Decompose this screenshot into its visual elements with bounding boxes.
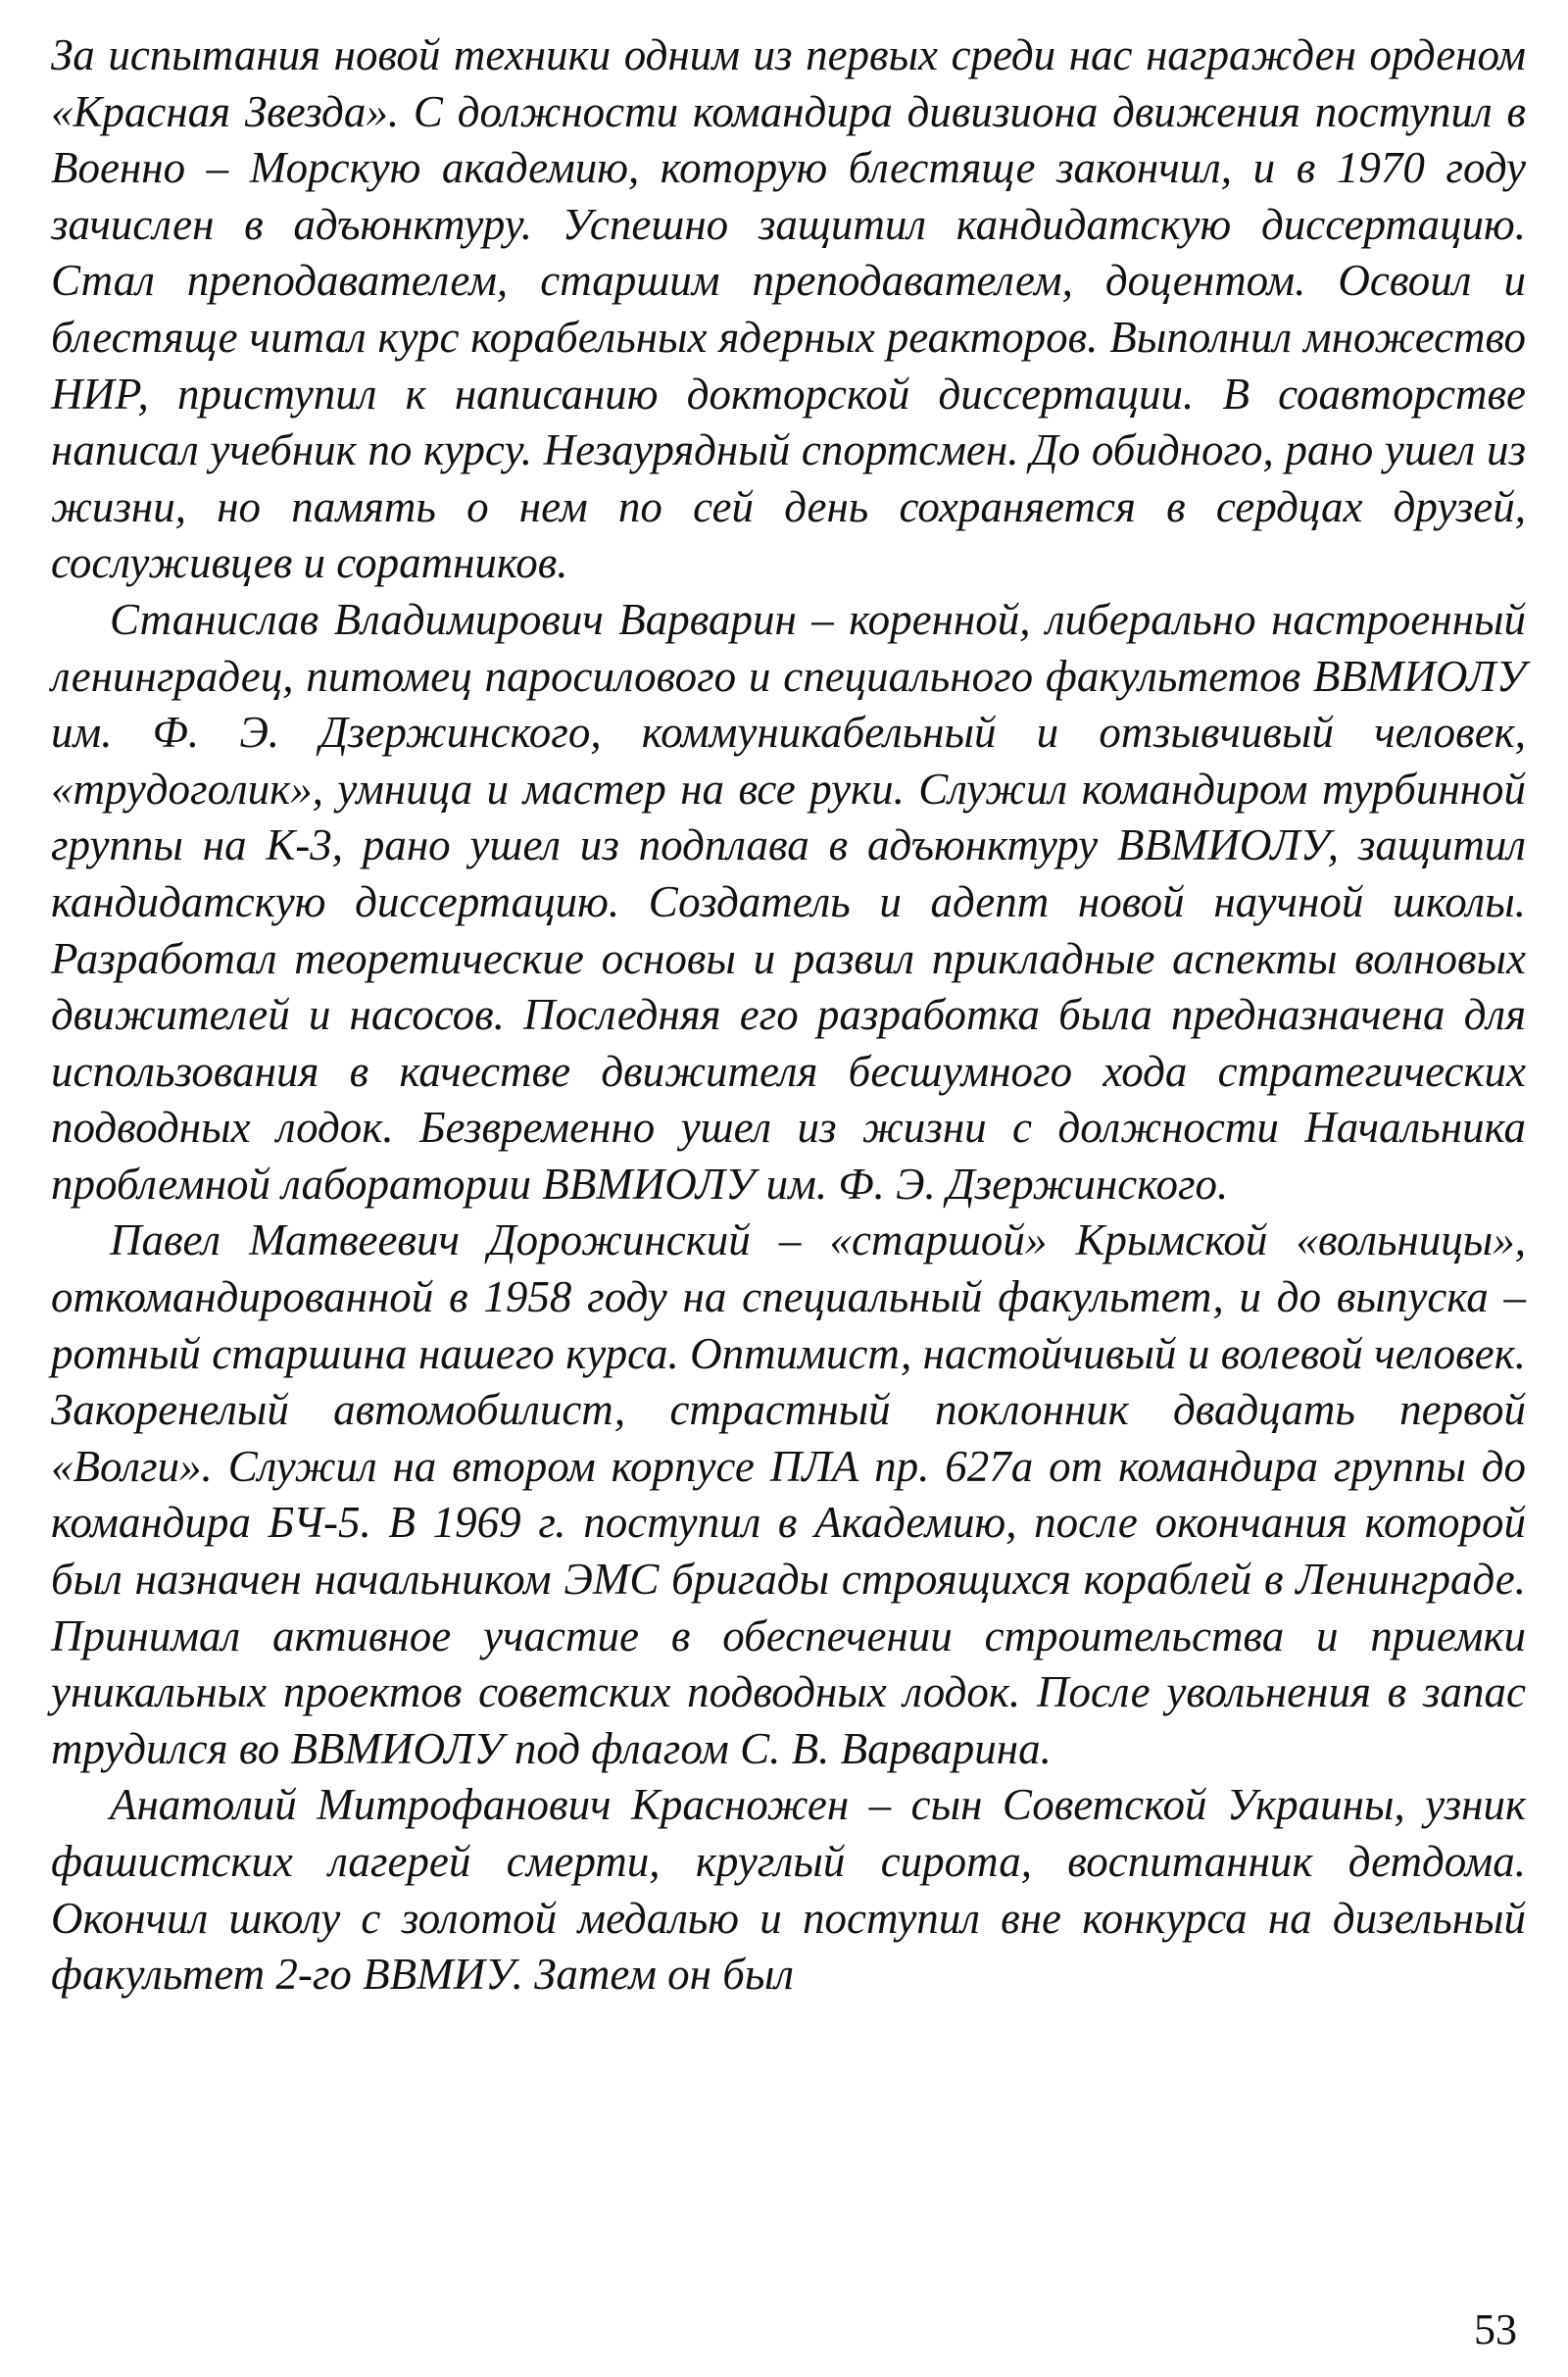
paragraph-varvarin: Станислав Владимирович Варварин – коренной, либерально настроенный ленинградец, питомец паросилового и специального факультетов ВВМИОЛУ им. Ф. Э. Дзержинского, коммуникабельный и отзывчивый человек, «трудоголик», умница и мастер на все руки. Служил командиром турбинной группы на К-3, рано ушел из подплава в адъюнктуру ВВМИОЛУ, защитил кандидатскую диссертацию. Создатель и адепт новой научной школы. Разработал теоретические основы и развил прикладные аспекты волновых движителей и насосов. Последняя его разработка была предназначена для использования в качестве движителя бесшумного хода стратегических подводных лодок. Безвременно ушел из жизни с должности Начальника проблемной лаборатории ВВМИОЛУ им. Ф. Э. Дзержинского. xyxy=(51,594,1526,1209)
page-body xyxy=(51,27,1526,2004)
page-number: 53 xyxy=(1474,2305,1517,2353)
paragraph-krasnozhen: Анатолий Митрофанович Красножен – сын Советской Украины, узник фашистских лагерей смерти, круглый сирота, воспитанник детдома. Окончил школу с золотой медалью и поступил вне конкурса на дизельный факультет 2-го ВВМИУ. Затем он был xyxy=(51,1780,1526,2000)
paragraph-dorozhinsky: Павел Матвеевич Дорожинский – «старшой» Крымской «вольницы», откомандированной в 1958 году на специальный факультет, и до выпуска – ротный старшина нашего курса. Оптимист, настойчивый и волевой человек. Закоренелый автомобилист, страстный поклонник двадцать первой «Волги». Служил на втором корпусе ПЛА пр. 627а от командира группы до командира БЧ-5. В 1969 г. поступил в Академию, после окончания которой был назначен начальником ЭМС бригады строящихся кораблей в Ленинграде. Принимал активное участие в обеспечении строительства и приемки уникальных проектов советских подводных лодок. После увольнения в запас трудился во ВВМИОЛУ под флагом С. В. Варварина. xyxy=(51,1215,1526,1773)
paragraph-continuation: За испытания новой техники одним из первых среди нас награжден орденом «Красная Звезда». С должности командира дивизиона движения поступил в Военно – Морскую академию, которую блестяще закончил, и в 1970 году зачислен в адъюнктуру. Успешно защитил кандидатскую диссертацию. Стал преподавателем, старшим преподавателем, доцентом. Освоил и блестяще читал курс корабельных ядерных реакторов. Выполнил множество НИР, приступил к написанию докторской диссертации. В соавторстве написал учебник по курсу. Незаурядный спортсмен. До обидного, рано ушел из жизни, но память о нем по сей день сохраняется в сердцах друзей, сослуживцев и соратников. xyxy=(51,30,1526,588)
